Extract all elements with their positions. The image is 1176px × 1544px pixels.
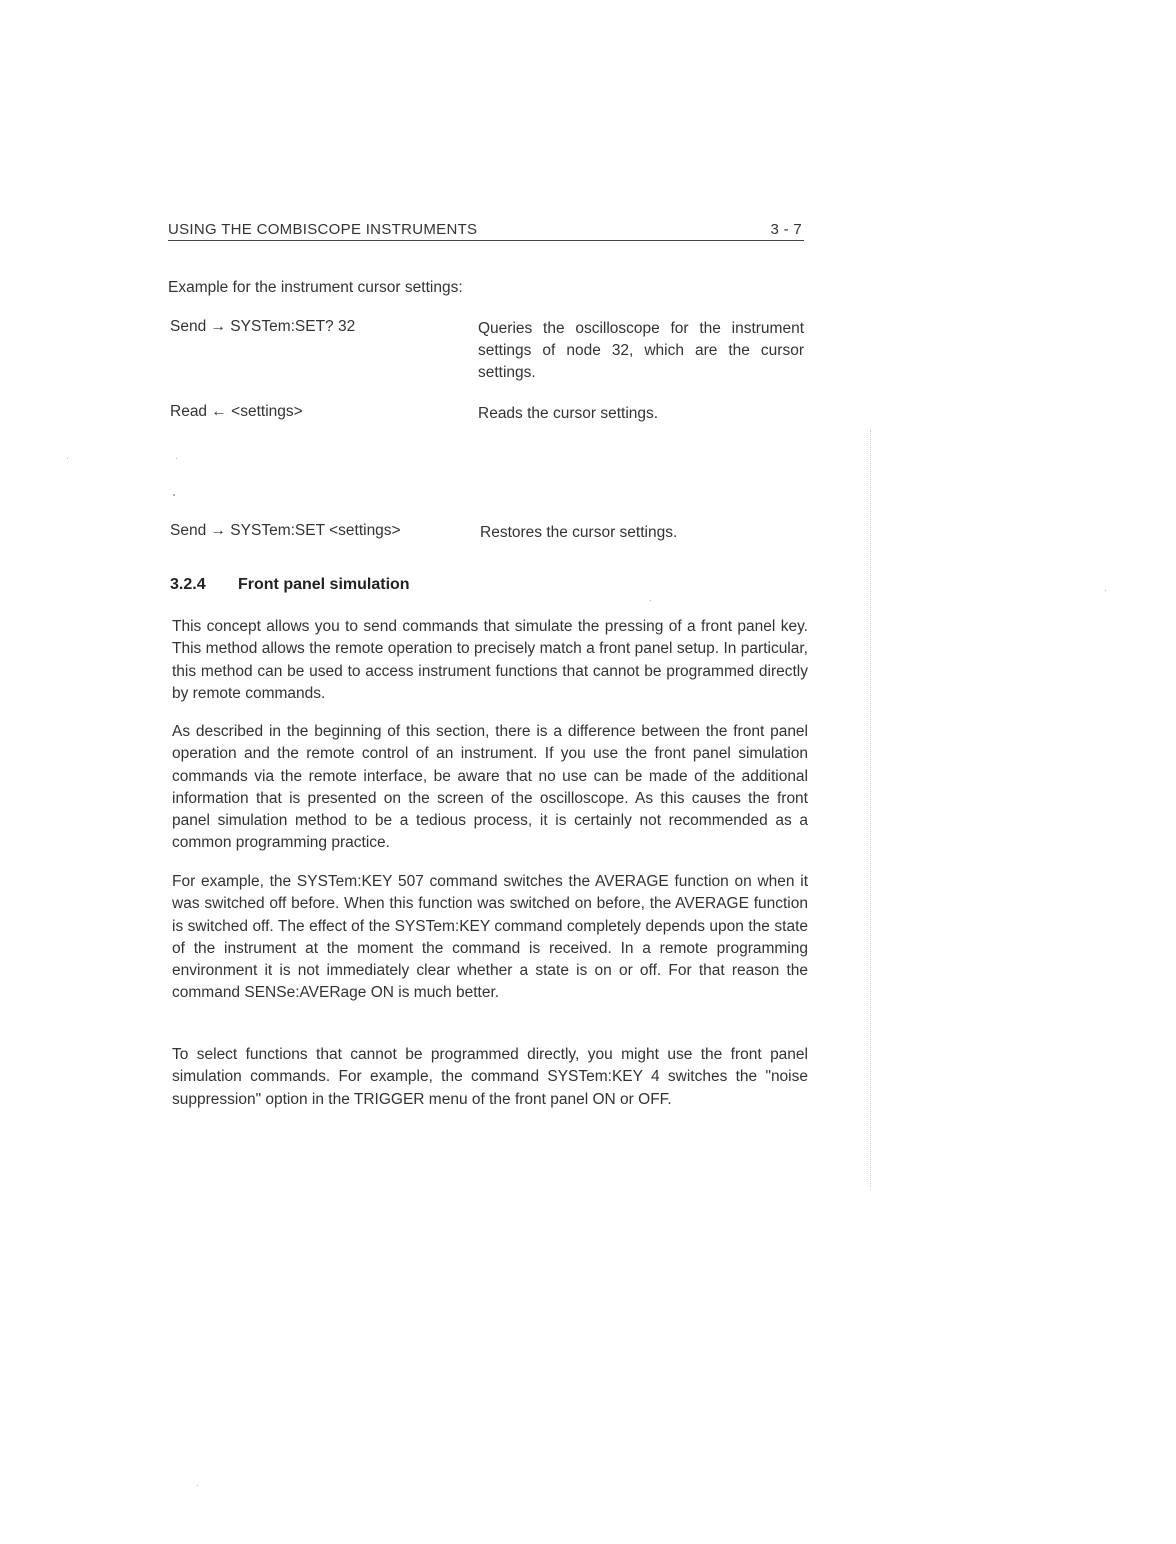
section-number: 3.2.4 — [170, 576, 206, 593]
scan-speck — [650, 600, 651, 601]
scan-speck — [67, 458, 68, 459]
section-heading — [170, 576, 410, 594]
header-title: USING THE COMBISCOPE INSTRUMENTS — [168, 221, 478, 238]
intro-text: Example for the instrument cursor settings: — [168, 279, 463, 296]
body-paragraph: For example, the SYSTem:KEY 507 command switches the AVERAGE function on when it was switched off before. When this function was switched on before, the AVERAGE function is switched off. The effect of the SYSTem:KEY command completely depends upon the state of the instrument at the moment the command is received. In a remote programming environment it is not immediately clear whether a state is on or off. For that reason the command SENSe:AVERage ON is much better. — [172, 873, 808, 1002]
body-paragraph: To select functions that cannot be programmed directly, you might use the front panel simulation commands. For example, the command SYSTem:KEY 4 switches the "noise suppression" option in the TRIGGER menu of the front panel ON or OFF. — [172, 1046, 808, 1108]
command-description: Reads the cursor settings. — [478, 405, 659, 422]
scan-speck — [176, 458, 177, 459]
body-paragraph: This concept allows you to send commands that simulate the pressing of a front panel key. This method allows the remote operation to precisely match a front panel setup. In particular, this method can be used to access instrument functions that cannot be programmed directly by remote commands. — [172, 618, 808, 702]
command-description: Queries the oscilloscope for the instrument settings of node 32, which are the cursor settings. — [478, 320, 804, 381]
scan-dot-column — [870, 430, 872, 1190]
scan-speck — [173, 494, 175, 496]
body-paragraph: As described in the beginning of this section, there is a difference between the front panel operation and the remote control of an instrument. If you use the front panel simulation commands via the remote interface, be aware that no use can be made of the additional information that is presented on the screen of the oscilloscope. As this causes the front panel simulation method to be a tedious process, it is certainly not recommended as a common programming practice. — [172, 723, 808, 852]
page-header — [168, 218, 804, 241]
section-title: Front panel simulation — [238, 576, 410, 593]
scan-speck — [1105, 590, 1106, 591]
page-number: 3 - 7 — [770, 221, 802, 238]
command-text: Read ← <settings> — [170, 403, 303, 420]
scan-speck — [197, 1485, 198, 1486]
command-text: Send → SYSTem:SET <settings> — [170, 522, 401, 539]
command-text: Send → SYSTem:SET? 32 — [170, 318, 356, 335]
command-description: Restores the cursor settings. — [480, 524, 678, 541]
